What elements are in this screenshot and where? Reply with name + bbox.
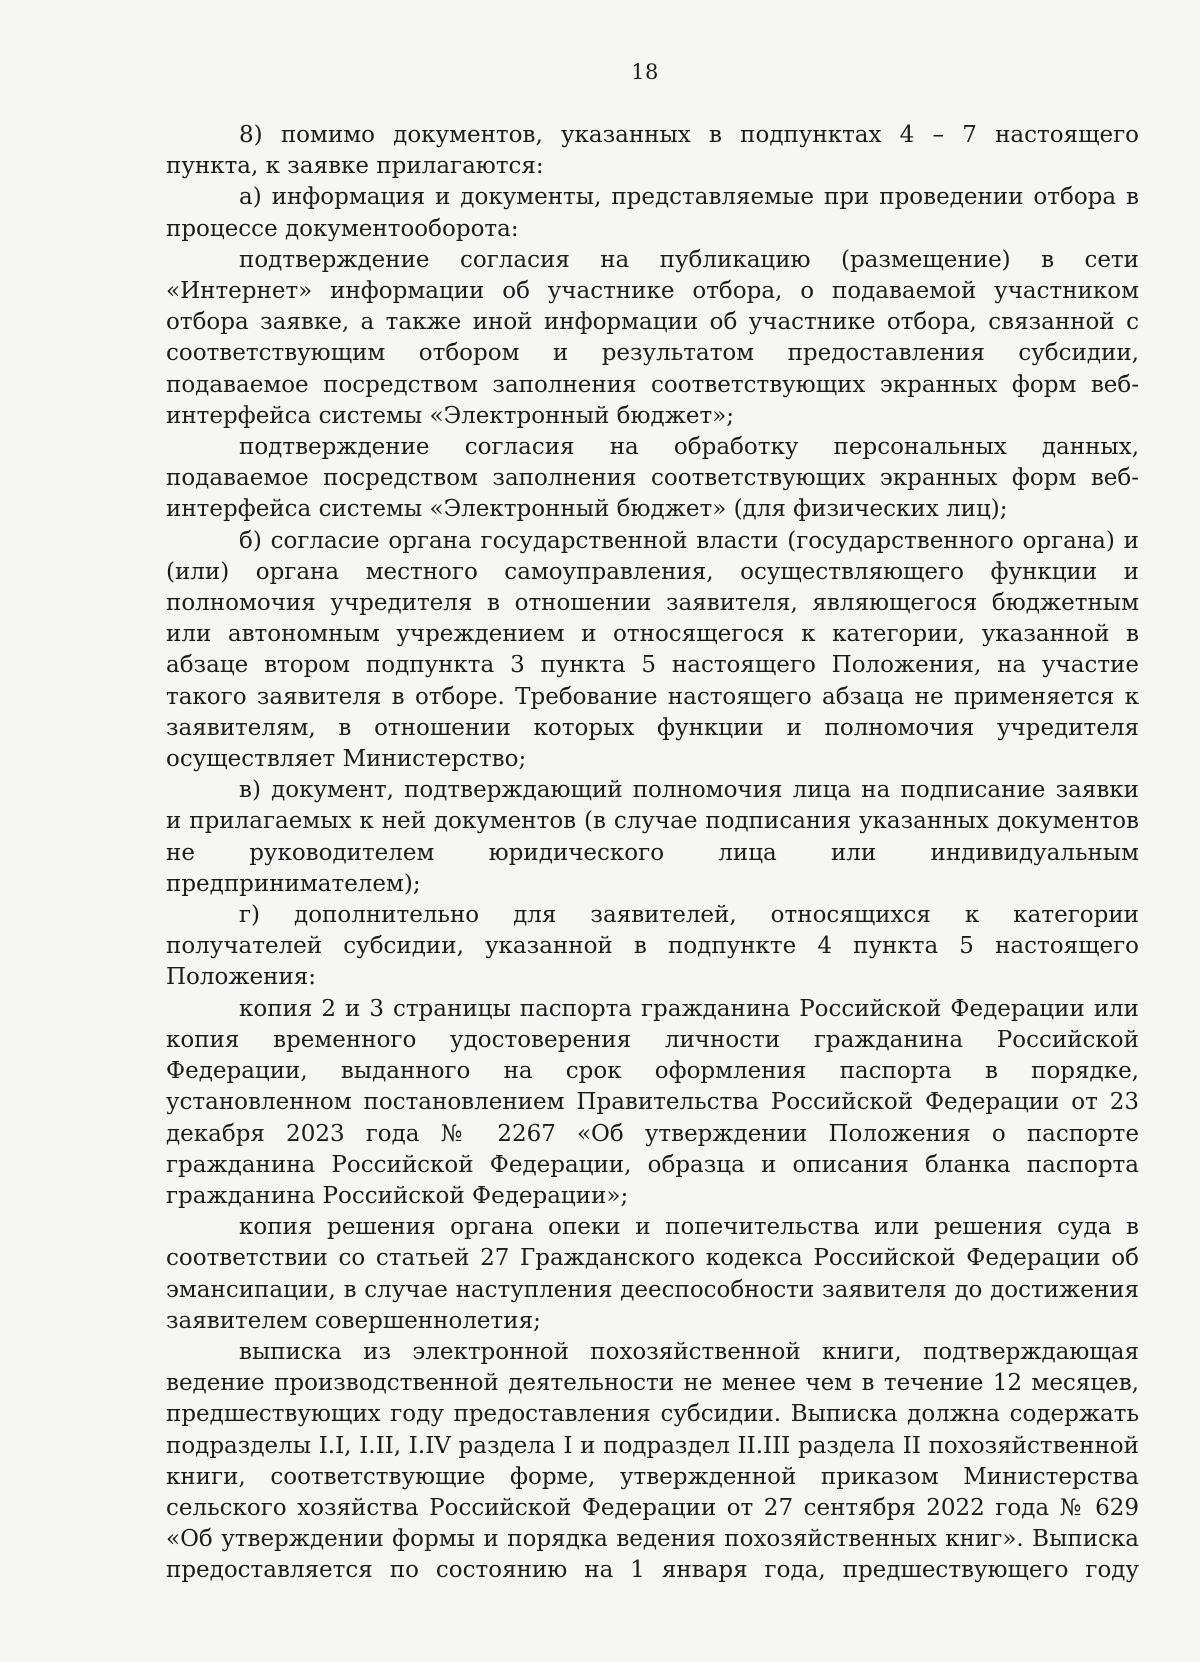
- paragraph-guardianship-decision: копия решения органа опеки и попечительства или решения суда в соответствии со статьей 27 Гражданского кодекса Российской Федерации об эмансипации, в случае наступления дееспособности заявителя до достижения заявителем совершеннолетия;: [166, 1214, 1139, 1334]
- paragraph-consent-personal-data: подтверждение согласия на обработку персональных данных, подаваемое посредством заполнения соответствующих экранных форм веб-интерфейса системы «Электронный бюджет» (для физических лиц);: [166, 434, 1139, 523]
- paragraph-item-g: г) дополнительно для заявителей, относящихся к категории получателей субсидии, указанной в подпункте 4 пункта 5 настоящего Положения:: [166, 902, 1139, 991]
- paragraph-item-v: в) документ, подтверждающий полномочия лица на подписание заявки и прилагаемых к ней документов (в случае подписания указанных документов не руководителем юридического лица или индивидуальным предпринимателем);: [166, 777, 1139, 897]
- paragraph-consent-publication: подтверждение согласия на публикацию (размещение) в сети «Интернет» информации об участнике отбора, о подаваемой участником отбора заявке, а также иной информации об участнике отбора, связанной с соответствующим отбором и результатом предоставления субсидии, подаваемое посредством заполнения соответствующих экранных форм веб-интерфейса системы «Электронный бюджет»;: [166, 246, 1139, 429]
- page-number: 18: [631, 60, 659, 84]
- paragraph-household-book-extract: выписка из электронной похозяйственной книги, подтверждающая ведение производственной деятельности не менее чем в течение 12 месяцев, предшествующих году предоставления субсидии. Выписка должна содержать подразделы I.I, I.II, I.IV раздела I и подраздел II.III раздела II похозяйственной книги, соответствующие форме, утвержденной приказом Министерства сельского хозяйства Российской Федерации от 27 сентября 2022 года № 629 «Об утверждении формы и порядка ведения похозяйственных книг». Выписка предоставляется по состоянию на 1 января года, предшествующего году: [166, 1338, 1139, 1584]
- paragraph-passport-copy: копия 2 и 3 страницы паспорта гражданина Российской Федерации или копия временного удостоверения личности гражданина Российской Федерации, выданного на срок оформления паспорта в порядке, установленном постановлением Правительства Российской Федерации от 23 декабря 2023 года № 2267 «Об утверждении Положения о паспорте гражданина Российской Федерации, образца и описания бланка паспорта гражданина Российской Федерации»;: [166, 995, 1139, 1209]
- paragraph-item-a: а) информация и документы, представляемые при проведении отбора в процессе документооборота:: [166, 184, 1139, 242]
- document-body: [166, 120, 1139, 1587]
- paragraph-item-8: 8) помимо документов, указанных в подпунктах 4 – 7 настоящего пункта, к заявке прилагаются:: [166, 122, 1139, 180]
- paragraph-item-b: б) согласие органа государственной власти (государственного органа) и (или) органа местного самоуправления, осуществляющего функции и полномочия учредителя в отношении заявителя, являющегося бюджетным или автономным учреждением и относящегося к категории, указанной в абзаце втором подпункта 3 пункта 5 настоящего Положения, на участие такого заявителя в отборе. Требование настоящего абзаца не применяется к заявителям, в отношении которых функции и полномочия учредителя осуществляет Министерство;: [166, 527, 1139, 773]
